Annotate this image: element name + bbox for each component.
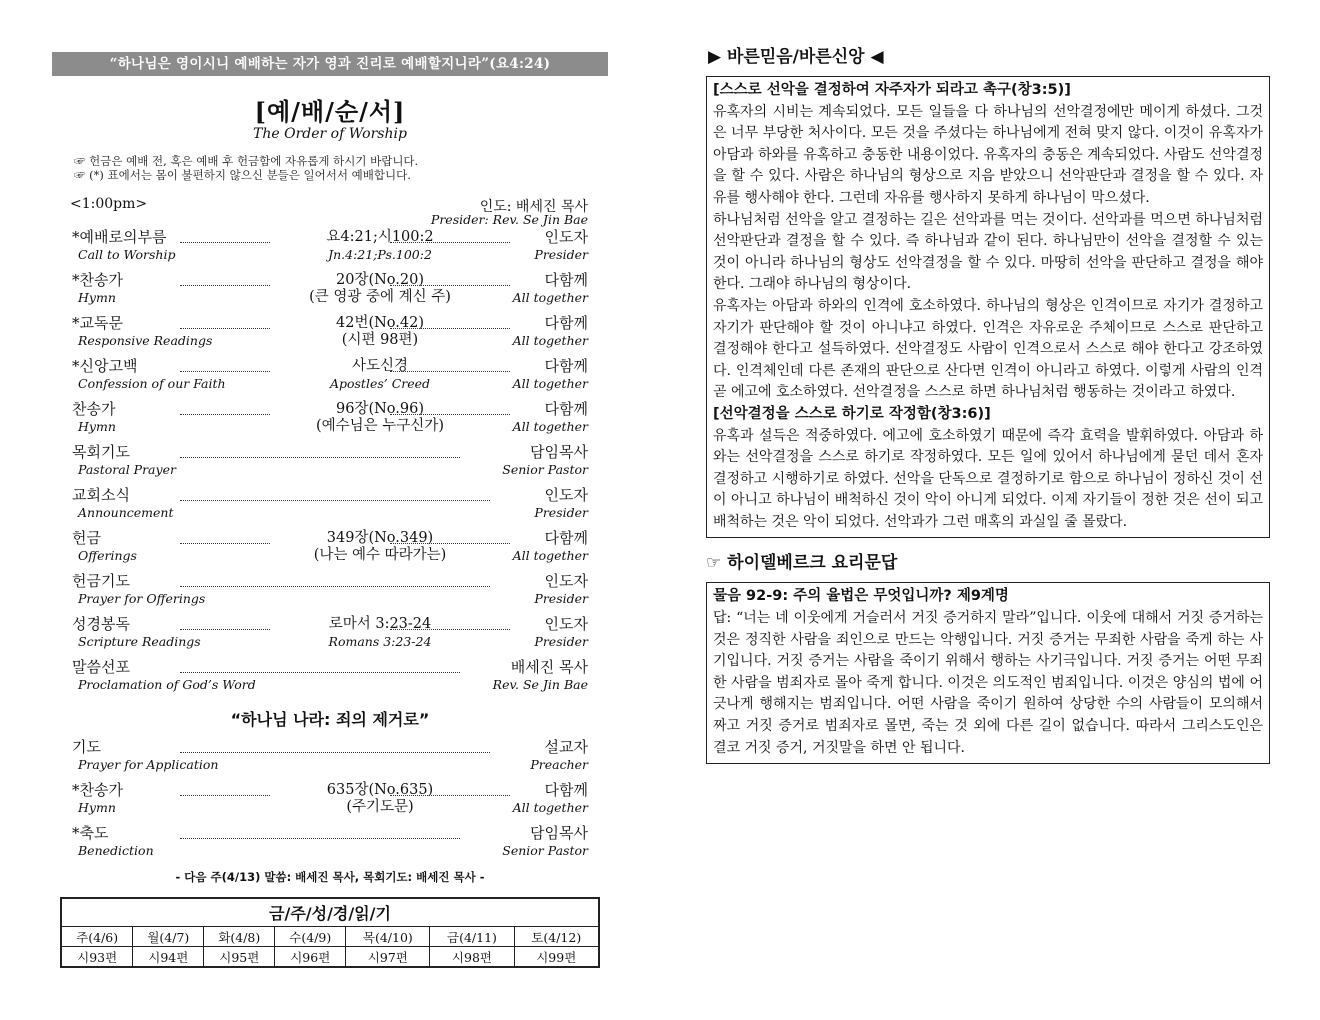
dotted-leader bbox=[390, 242, 510, 243]
order-item bbox=[70, 738, 588, 781]
faith-subheading-2: [선악결정을 스스로 하기로 작정함(창3:6)] bbox=[713, 405, 991, 422]
catechism-question: 물음 92-9: 주의 율법은 무엇입니까? 제9계명 bbox=[713, 588, 1009, 605]
dotted-leader bbox=[180, 371, 270, 372]
item-title: *축도 bbox=[72, 824, 109, 842]
reading-psalm: 시96편 bbox=[275, 947, 346, 968]
item-title: 말씀선포 bbox=[72, 658, 130, 676]
weekly-bible-reading-table bbox=[60, 897, 600, 968]
next-week-notice: - 다음 주(4/13) 말씀: 배세진 목사, 목회기도: 배세진 목사 - bbox=[175, 870, 485, 884]
item-title: 헌금 bbox=[72, 529, 101, 547]
catechism-heading: ☞ 하이델베르크 요리문답 bbox=[706, 553, 898, 574]
item-role-en: Presider bbox=[534, 505, 588, 520]
item-title-en: Announcement bbox=[78, 505, 174, 520]
item-title-en: Hymn bbox=[78, 419, 116, 434]
service-leader: 인도: 배세진 목사 bbox=[479, 199, 588, 215]
item-title: *찬송가 bbox=[72, 271, 123, 289]
worship-notes bbox=[74, 154, 608, 182]
item-role-en: Presider bbox=[534, 591, 588, 606]
item-role: 인도자 bbox=[544, 486, 588, 504]
dotted-leader bbox=[180, 672, 460, 673]
item-subtitle: (나는 예수 따라가는) bbox=[313, 547, 447, 563]
order-items bbox=[52, 228, 608, 701]
service-time-row bbox=[70, 196, 608, 228]
note-offering: ☞ 헌금은 예배 전, 혹은 예배 후 헌금함에 자유롭게 하시기 바랍니다. bbox=[74, 154, 419, 168]
reading-day: 월(4/7) bbox=[133, 927, 204, 947]
item-role-en: All together bbox=[512, 333, 588, 348]
item-title: *신앙고백 bbox=[72, 357, 138, 375]
reading-psalm: 시95편 bbox=[204, 947, 275, 968]
item-reference: 20장(No.20) bbox=[336, 272, 424, 288]
item-reference: 요4:21;시100:2 bbox=[326, 229, 434, 245]
dotted-leader bbox=[180, 752, 490, 753]
item-title-en: Offerings bbox=[78, 548, 137, 563]
item-role-en: Preacher bbox=[530, 757, 588, 772]
reading-psalm: 시98편 bbox=[430, 947, 514, 968]
service-leader-en: Presider: Rev. Se Jin Bae bbox=[430, 212, 588, 227]
item-role-en: Senior Pastor bbox=[502, 843, 588, 858]
dotted-leader bbox=[180, 500, 490, 501]
item-title: 교회소식 bbox=[72, 486, 130, 504]
item-title: 목회기도 bbox=[72, 443, 130, 461]
dotted-leader bbox=[390, 328, 510, 329]
reading-psalm: 시97편 bbox=[346, 947, 430, 968]
order-item bbox=[70, 400, 588, 443]
item-reference: 42번(No.42) bbox=[336, 315, 424, 331]
item-subtitle: (시편 98편) bbox=[341, 332, 419, 348]
item-role-en: All together bbox=[512, 290, 588, 305]
item-role: 다함께 bbox=[544, 314, 588, 332]
order-item bbox=[70, 314, 588, 357]
dotted-leader bbox=[180, 457, 460, 458]
item-role: 인도자 bbox=[544, 615, 588, 633]
item-title: 헌금기도 bbox=[72, 572, 130, 590]
item-title-en: Proclamation of God’s Word bbox=[78, 677, 256, 692]
item-role: 인도자 bbox=[544, 228, 588, 246]
item-role: 설교자 bbox=[544, 738, 588, 756]
order-items-after-sermon bbox=[52, 738, 608, 867]
right-panel bbox=[706, 42, 1270, 764]
item-role-en: Rev. Se Jin Bae bbox=[492, 677, 588, 692]
item-title-en: Benediction bbox=[78, 843, 154, 858]
catechism-answer: 답: “너는 네 이웃에게 거슬러서 거짓 증거하지 말라”입니다. 이웃에 대해서 거짓 증거하는 것은 정직한 사람을 죄인으로 만드는 악행입니다. 거짓 증거는 무죄한 사람을 죽게 하는 사기입니다. 거짓 증거는 사람을 죽이기 위해서 행하는 사기극입니다. 거짓 증거는 어떤 무죄한 사람을 범죄자로 몰아 죽게 합니다. 이것은 의도적인 범죄입니다. 이것은 양심의 법에 어긋나게 행해지는 범죄입니다. 어떤 사람을 죽이기 원하여 상당한 수의 사람들이 모의해서 짜고 거짓 증거로 범죄자로 몰면, 죽는 것 외에 다른 길이 없습니다. 따라서 그리스도인은 결코 거짓 증거, 거짓말을 하면 안 됩니다. bbox=[713, 610, 1264, 756]
dotted-leader bbox=[180, 629, 270, 630]
dotted-leader bbox=[390, 285, 510, 286]
item-title: *예배로의부름 bbox=[72, 228, 167, 246]
order-title: [예/배/순/서] bbox=[254, 97, 406, 126]
dotted-leader bbox=[180, 795, 270, 796]
item-title-en: Prayer for Application bbox=[78, 757, 219, 772]
item-role: 다함께 bbox=[544, 400, 588, 418]
item-reference: 635장(No.635) bbox=[326, 782, 434, 798]
item-role: 배세진 목사 bbox=[510, 658, 588, 676]
item-role-en: All together bbox=[512, 800, 588, 815]
item-title: *찬송가 bbox=[72, 781, 123, 799]
dotted-leader bbox=[180, 242, 270, 243]
item-subtitle: (큰 영광 중에 계신 주) bbox=[309, 289, 451, 305]
order-item bbox=[70, 228, 588, 271]
dotted-leader bbox=[390, 414, 510, 415]
item-role: 담임목사 bbox=[530, 443, 588, 461]
dotted-leader bbox=[180, 838, 460, 839]
reading-psalm: 시93편 bbox=[61, 947, 133, 968]
item-reference: 349장(No.349) bbox=[326, 530, 434, 546]
item-role-en: All together bbox=[512, 419, 588, 434]
scripture-banner: “하나님은 영이시니 예배하는 자가 영과 진리로 예배할지니라”(요4:24) bbox=[52, 52, 608, 76]
item-role-en: Presider bbox=[534, 634, 588, 649]
item-reference-en: Jn.4:21;Ps.100:2 bbox=[328, 247, 432, 262]
item-role: 담임목사 bbox=[530, 824, 588, 842]
dotted-leader bbox=[180, 285, 270, 286]
item-title-en: Scripture Readings bbox=[78, 634, 201, 649]
reading-psalm: 시99편 bbox=[514, 947, 599, 968]
dotted-leader bbox=[180, 328, 270, 329]
order-item bbox=[70, 824, 588, 867]
dotted-leader bbox=[390, 371, 510, 372]
order-item bbox=[70, 357, 588, 400]
reading-day: 화(4/8) bbox=[204, 927, 275, 947]
reading-title: 금/주/성/경/읽/기 bbox=[61, 898, 599, 927]
service-time: <1:00pm> bbox=[70, 196, 148, 212]
catechism-box bbox=[706, 582, 1270, 764]
sermon-theme: “하나님 나라: 죄의 제거로” bbox=[230, 710, 430, 729]
reading-day: 금(4/11) bbox=[430, 927, 514, 947]
faith-paragraph-4: 유혹과 설득은 적중하였다. 에고에 호소하였기 때문에 즉각 효력을 발휘하였다. 아담과 하와는 선악결정을 스스로 하기로 작정하였다. 모든 일에 있어서 하나님에게 묻던 데서 혼자 결정하고 시행하기로 하였다. 선악을 단독으로 결정하기로 함으로 하나님이 정하신 것이 선이 아니고 하나님이 배척하신 것이 악이 아니게 되었다. 이제 자기들이 정한 것은 선이 되고 배척하는 것은 악이 되었다. 선악과가 그런 매혹의 과실일 줄 몰랐다. bbox=[713, 427, 1263, 530]
item-role-en: All together bbox=[512, 376, 588, 391]
item-role: 다함께 bbox=[544, 271, 588, 289]
item-reference: 로마서 3:23-24 bbox=[328, 616, 432, 632]
order-item bbox=[70, 572, 588, 615]
reading-day: 주(4/6) bbox=[61, 927, 133, 947]
item-role: 다함께 bbox=[544, 781, 588, 799]
item-reference-en: Apostles’ Creed bbox=[329, 376, 431, 391]
reading-day: 수(4/9) bbox=[275, 927, 346, 947]
order-item bbox=[70, 271, 588, 314]
order-item bbox=[70, 781, 588, 824]
item-title: *교독문 bbox=[72, 314, 123, 332]
item-role-en: Senior Pastor bbox=[502, 462, 588, 477]
reading-day: 토(4/12) bbox=[514, 927, 599, 947]
item-subtitle: (예수님은 누구신가) bbox=[316, 418, 444, 434]
item-role: 인도자 bbox=[544, 572, 588, 590]
dotted-leader bbox=[180, 414, 270, 415]
order-item bbox=[70, 529, 588, 572]
item-title-en: Confession of our Faith bbox=[78, 376, 226, 391]
order-item bbox=[70, 486, 588, 529]
item-title: 기도 bbox=[72, 738, 101, 756]
item-title-en: Hymn bbox=[78, 800, 116, 815]
dotted-leader bbox=[390, 543, 510, 544]
item-subtitle: (주기도문) bbox=[346, 799, 414, 815]
item-role-en: All together bbox=[512, 548, 588, 563]
item-title-en: Responsive Readings bbox=[78, 333, 213, 348]
item-title-en: Call to Worship bbox=[78, 247, 176, 262]
item-reference: 사도신경 bbox=[351, 358, 409, 374]
note-standing: ☞ (*) 표에서는 몸이 불편하지 않으신 분들은 일어서서 예배합니다. bbox=[74, 168, 411, 182]
item-role: 다함께 bbox=[544, 357, 588, 375]
faith-subheading-1: [스스로 선악을 결정하여 자주자가 되라고 촉구(창3:5)] bbox=[713, 82, 1071, 98]
item-role: 다함께 bbox=[544, 529, 588, 547]
dotted-leader bbox=[180, 586, 490, 587]
item-title-en: Pastoral Prayer bbox=[78, 462, 176, 477]
item-reference-en: Romans 3:23-24 bbox=[328, 634, 432, 649]
reading-psalm: 시94편 bbox=[133, 947, 204, 968]
reading-day: 목(4/10) bbox=[346, 927, 430, 947]
item-role-en: Presider bbox=[534, 247, 588, 262]
faith-paragraph-3: 유혹자는 아담과 하와의 인격에 호소하였다. 하나님의 형상은 인격이므로 자기가 결정하고 자기가 판단해야 할 것이 아니냐고 하였다. 인격은 자유로운 주체이므로 스스로 판단하고 결정해야 한다고 설득하였다. 선악결정도 사람이 인격으로서 스스로 해야 한다고 강조하였다. 인격체인데 다른 존재의 판단으로 산다면 인격이 아니라고 하였다. 이렇게 사람의 인격 곧 에고에 호소하였다. 선악결정을 스스로 하면 하나님처럼 행동하는 것이라고 하였다. bbox=[713, 297, 1263, 401]
worship-order-panel bbox=[52, 52, 608, 968]
item-title: 찬송가 bbox=[72, 400, 116, 418]
faith-heading: ▶ 바른믿음/바른신앙 ◀ bbox=[708, 47, 884, 67]
faith-paragraph-1: 유혹자의 시비는 계속되었다. 모든 일들을 다 하나님의 선악결정에만 메이게 하셨다. 그것은 너무 부당한 처사이다. 모든 것을 주셨다는 하나님에게 전혀 맞지 않다. 이것이 유혹자가 아담과 하와를 유혹하고 충동한 내용이었다. 유혹자의 충동은 계속되었다. 사람도 선악결정을 할 수 있다. 사람은 하나님의 형상으로 지음 받았으니 선악판단과 결정을 할 수 있다. 자유를 행사해야 한다. 그런데 자유를 행사하지 못하게 하나님이 막으셨다. bbox=[713, 103, 1263, 206]
order-item bbox=[70, 443, 588, 486]
faith-box bbox=[706, 76, 1270, 538]
reading-days-row bbox=[61, 927, 599, 947]
item-title-en: Prayer for Offerings bbox=[78, 591, 206, 606]
item-title: 성경봉독 bbox=[72, 615, 130, 633]
dotted-leader bbox=[390, 795, 510, 796]
order-item bbox=[70, 615, 588, 658]
item-title-en: Hymn bbox=[78, 290, 116, 305]
reading-psalms-row bbox=[61, 947, 599, 968]
dotted-leader bbox=[390, 629, 510, 630]
dotted-leader bbox=[180, 543, 270, 544]
faith-paragraph-2: 하나님처럼 선악을 알고 결정하는 길은 선악과를 먹는 것이다. 선악과를 먹으면 하나님처럼 선악판단과 결정을 할 수 있다. 즉 하나님과 같이 된다. 하나님만이 선악을 결정할 수 있는 것이 아니라 하나님의 형상도 선악결정을 할 수 있다. 마땅히 선악을 판단하고 결정을 해야 한다. 그래야 하나님의 형상이다. bbox=[713, 211, 1263, 293]
item-reference: 96장(No.96) bbox=[336, 401, 424, 417]
order-item bbox=[70, 658, 588, 701]
order-subtitle: The Order of Worship bbox=[253, 126, 407, 142]
